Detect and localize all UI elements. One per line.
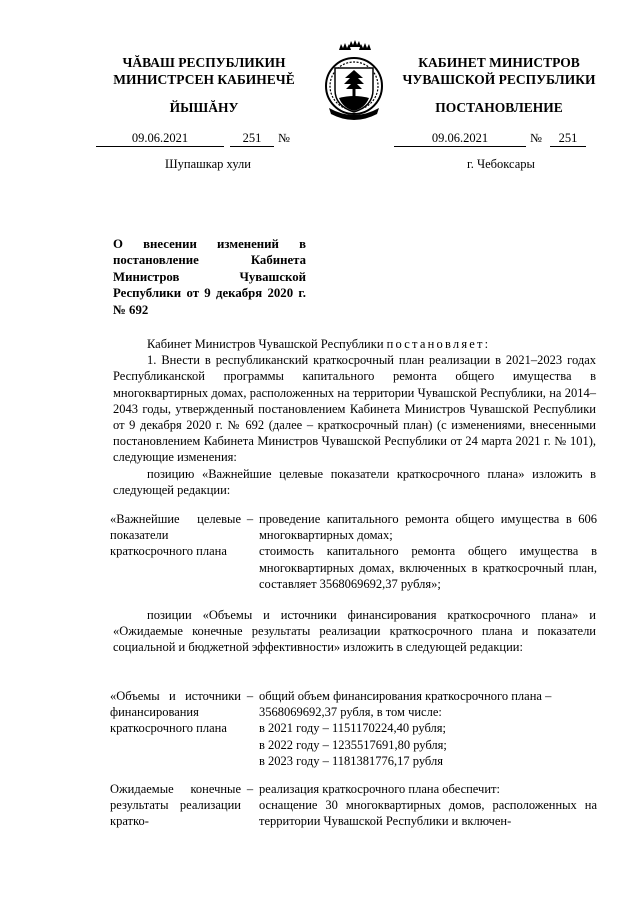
coat-of-arms-emblem (321, 36, 387, 122)
header-left-org (88, 54, 320, 88)
table-value (259, 781, 597, 830)
table-value-line: проведение капитального ремонта общего имущества в 606 многоквартирных домах; (259, 512, 597, 543)
header-right-doc-type: ПОСТАНОВЛЕНИЕ (435, 100, 563, 115)
intro-prefix: Кабинет Министров Чувашской Республики (147, 337, 384, 351)
registration-right (390, 131, 610, 147)
table-dash: – (246, 512, 254, 526)
registration-left (92, 131, 322, 147)
table-value-line: общий объем финансирования краткосрочного плана – 3568069692,37 рубля, в том числе: (259, 689, 552, 720)
table-value-line: в 2021 году – 1151170224,40 рубля; (259, 721, 446, 736)
left-city: Шупашкар хули (165, 157, 251, 171)
table-value-line: в 2022 году – 1235517691,80 рубля; (259, 737, 447, 752)
left-number: 251 (230, 131, 274, 147)
table-financing (110, 688, 597, 769)
table-results (110, 781, 597, 830)
position-2-block (113, 607, 596, 656)
table-value-line: реализация краткосрочного плана обеспечит: (259, 782, 500, 796)
table-value (259, 688, 597, 769)
left-date: 09.06.2021 (96, 131, 224, 147)
table-value-line: в 2023 году – 1181381776,17 рубля (259, 753, 443, 768)
table-key: Ожидаемые конечные результаты реализации кратко- (110, 782, 241, 829)
document-body (113, 336, 596, 498)
table-value-line: оснащение 30 многоквартирных домов, расположенных на территории Чувашской Республики и включен- (259, 798, 597, 829)
table-row (110, 688, 597, 769)
header-right-org-line2: ЧУВАШСКОЙ РЕСПУБЛИКИ (402, 72, 596, 87)
table-key: «Объемы и источники финансирования краткосрочного плана (110, 689, 241, 736)
header-left-org-line1: ЧĂВАШ РЕСПУБЛИКИН (122, 55, 286, 70)
right-date: 09.06.2021 (394, 131, 526, 147)
position-1-intro: позицию «Важнейшие целевые показатели краткосрочного плана» изложить в следующей редакции: (113, 466, 596, 497)
header-right-org-line1: КАБИНЕТ МИНИСТРОВ (418, 55, 580, 70)
position-2-intro: позиции «Объемы и источники финансирования краткосрочного плана» и «Ожидаемые конечные результаты реализации краткосрочного плана и показатели социальной и бюджетной эффективности» изложить в следующей редакции: (113, 608, 596, 655)
left-number-sign: № (278, 131, 290, 145)
table-row (110, 511, 597, 592)
intro-paragraph (113, 336, 596, 352)
table-key: «Важнейшие целевые показатели краткосрочного плана (110, 512, 241, 559)
header-right-org (388, 54, 610, 88)
table-targets (110, 511, 597, 592)
table-dash: – (246, 689, 254, 703)
table-dash: – (246, 782, 254, 796)
right-city: г. Чебоксары (467, 157, 535, 171)
table-row (110, 781, 597, 830)
header-left-doc-type: ЙЫШĂНУ (169, 100, 239, 115)
table-value-line: стоимость капитального ремонта общего имущества в многоквартирных домах, включенных в краткосрочный план, составляет 3568069692,37 рубля»; (259, 544, 597, 591)
document-title: О внесении изменений в постановление Кабинета Министров Чувашской Республики от 9 декабря 2020 г. № 692 (113, 237, 306, 317)
intro-spaced: постановляет: (386, 337, 491, 351)
table-value (259, 511, 597, 592)
item-1-paragraph: 1. Внести в республиканский краткосрочный план реализации в 2021–2023 годах Республиканской программы капитального ремонта общего имущества в многоквартирных домах, расположенных на территории Чувашской Республики, на 2014–2043 годы, утвержденный постановлением Кабинета Министров Чувашской Республики от 9 декабря 2020 г. № 692 (далее – краткосрочный план) (с изменениями, внесенными постановлением Кабинета Министров Чувашской Республики от 24 марта 2021 г. № 101), следующие изменения: (113, 353, 596, 465)
right-number-sign: № (530, 131, 542, 145)
right-number: 251 (550, 131, 586, 147)
header-left-org-line2: МИНИСТРСЕН КАБИНЕЧĚ (113, 72, 295, 87)
